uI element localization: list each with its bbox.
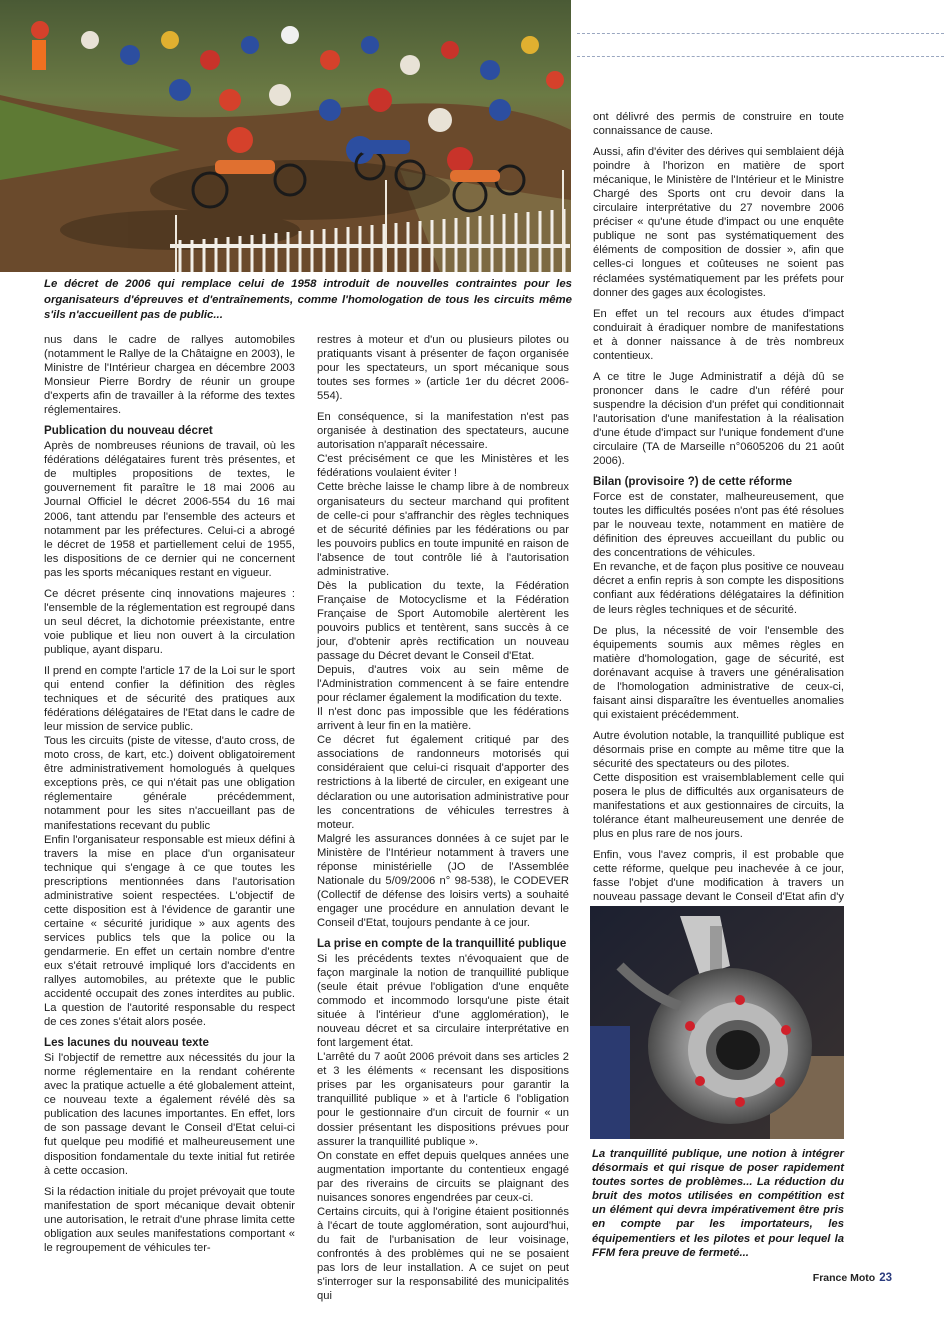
motocross-start-photo xyxy=(0,0,571,272)
magazine-name: France Moto xyxy=(812,1272,876,1284)
article-column-1 xyxy=(44,333,295,1262)
top-photo-caption: Le décret de 2006 qui remplace celui de 1958 introduit de nouvelles contraintes pour les organisateurs d'épreuves et d'entraînements, comme l'homologation de tous les circuits même s'ils n'accueillent pas de public... xyxy=(44,278,572,321)
paragraph: Il n'est donc pas impossible que les fédérations arrivent à leur fin en la matière. xyxy=(317,706,569,733)
paragraph: Enfin l'organisateur responsable est mieux défini à travers la mise en place d'un organisateur technique qui s'engage à ce que toutes les prescriptions mentionnées dans l'autorisation administrative soient respectées. L'objectif de cette disposition est à l'évidence de garantir une certaine « sécurité juridique » aux agents des services publics tels que la police ou la gendarmerie. En effet un certain nombre d'entre eux s'était retrouvé impliqué lors d'accidents en rallyes automobiles, au prétexte que le public accidenté occupait des zones interdites au public. La question de l'autorité responsable du respect de ces zones s'était alors posée. xyxy=(44,833,295,1029)
paragraph: C'est précisément ce que les Ministères et les fédérations voulaient éviter ! xyxy=(317,453,569,480)
paragraph: Depuis, d'autres voix au sein même de l'Administration commencent à se faire entendre pour réclamer également la modification du texte. xyxy=(317,664,569,705)
paragraph: Malgré les assurances données à ce sujet par le Ministère de l'Intérieur notamment à travers une réponse ministérielle (JO de l'Assemblée Nationale du 5/09/2006 n° 98-538), le CODEVER (Collectif de défense des loisirs verts) a souhaité engager une procédure en annulation devant le Conseil d'Etat, toujours pendante à ce jour. xyxy=(317,832,569,929)
paragraph: On constate en effet depuis quelques années une augmentation importante du contentieux engagé par des riverains de circuits se plaignant des nuisances sonores engendrées par ceux-ci. xyxy=(317,1149,569,1204)
paragraph: Tous les circuits (piste de vitesse, d'auto cross, de moto cross, de kart, etc.) doivent obligatoirement être administrativement homologués à quelques exceptions près, ce qui n'était pas une obligation réglementaire générale précédemment, notamment pour les sites n'accueillant pas de manifestations recevant du public xyxy=(44,735,295,832)
section-heading: Les lacunes du nouveau texte xyxy=(44,1036,209,1050)
paragraph: Enfin, vous l'avez compris, il est probable que cette réforme, quelque peu inachevée à ce jour, fasse l'objet d'une modification à travers un nouveau passage devant le Conseil d'Etat afin d'y xyxy=(593,849,844,904)
paragraph: restres à moteur et d'un ou plusieurs pilotes ou pratiquants visant à présenter de façon organisée pour les spectateurs, un sport mécanique sous toutes ses formes » (article 1er du décret 2006-554). xyxy=(317,334,569,403)
page-number: 23 xyxy=(879,1272,892,1284)
paragraph: De plus, la nécessité de voir l'ensemble des équipements soumis aux mêmes règles en matière d'homologation, gage de sécurité, est dorénavant acquise à travers une généralisation de l'homologation administrative de ceux-ci, faisant ainsi disparaître les éventuelles anomalies qui existaient précédemment. xyxy=(593,624,844,721)
paragraph: Ce décret présente cinq innovations majeures : l'ensemble de la réglementation est regroupé dans un seul décret, la dichotomie préexistante, entre voie publique et lieu non ouvert à la circulation publique, ayant disparu. xyxy=(44,587,295,656)
paragraph: Si l'objectif de remettre aux nécessités du jour la norme réglementaire en la rendant cohérente avec la pratique actuelle a été globalement atteint, ce nouveau texte a également révélé dès sa publication des lacunes importantes. En effet, lors de son passage devant le Conseil d'Etat celui-ci fut quelque peu modifié et malheureusement une disposition fondamentale du texte initial fut retirée à cette occasion. xyxy=(44,1052,295,1177)
paragraph: Si les précédents textes n'évoquaient que de façon marginale la notion de tranquillité publique (seule était prévue l'obligation d'une enquête commodo et incommodo lorsqu'une piste était située à l'intérieur d'une agglomération), le nouveau décret et sa circulaire interprétative en font largement état. xyxy=(317,952,569,1050)
paragraph: Certains circuits, qui à l'origine étaient positionnés à l'écart de toute agglomération, sont aujourd'hui, du fait de l'urbanisation de leur voisinage, confrontés à des problèmes qui ne se posaient pas lors de leur installation. A ce sujet on peut s'interroger sur la responsabilité des municipalités qui xyxy=(317,1205,569,1303)
article-column-2 xyxy=(317,333,569,1310)
paragraph: A ce titre le Juge Administratif a déjà dû se prononcer dans le cadre d'un référé pour suspendre la décision d'un préfet qui conditionnait l'autorisation d'une manifestation à la réalisation d'une étude d'impact sur l'unique fondement d'une circulaire (TA de Marseille n°0605206 du 21 août 2006). xyxy=(593,370,844,468)
exhaust-silencer-photo xyxy=(590,906,844,1139)
paragraph: ont délivré des permis de construire en toute connaissance de cause. xyxy=(593,111,844,138)
paragraph: Aussi, afin d'éviter des dérives qui semblaient déjà poindre à l'horizon en matière de sport mécanique, le Ministère de l'Intérieur et le Ministre Chargé des Sports ont cru devoir dans la circulaire interprétative du 27 novembre 2006 préciser « qu'une étude d'impact ou une enquête publique ne sont pas systématiquement des éléments de composition de dossier », afin que celles-ci longues et coûteuses ne soient pas réclamées systématiquement par les préfets pour donner des gages aux écologistes. xyxy=(593,146,844,299)
section-heading: La prise en compte de la tranquillité publique xyxy=(317,936,567,950)
exhaust-photo-caption: La tranquillité publique, une notion à intégrer désormais et qui risque de poser rapidement toutes sortes de problèmes... La réduction du bruit des motos utilisées en compétition est un élément qui devra impérativement être pris en compte par les importateurs, les équipementiers et les pilotes et pour lequel la FFM fera preuve de fermeté... xyxy=(592,1148,844,1259)
paragraph: Autre évolution notable, la tranquillité publique est désormais prise en compte au même titre que la sécurité des spectateurs ou des pilotes. xyxy=(593,729,844,770)
paragraph: nus dans le cadre de rallyes automobiles (notamment le Rallye de la Châtaigne en 2003), le Ministre de l'Intérieur chargea en décembre 2003 Monsieur Pierre Bordry de réunir un groupe d'experts afin de travailler à la réforme des textes réglementaires. xyxy=(44,334,295,417)
paragraph: Ce décret fut également critiqué par des associations de randonneurs motorisés qui considéraient que celui-ci risquait d'apporter des restrictions à la liberté de circuler, en exigeant une déclaration ou une autorisation administrative pour les concentrations de véhicules terrestres à moteur. xyxy=(317,734,569,831)
paragraph: L'arrêté du 7 août 2006 prévoit dans ses articles 2 et 3 les éléments « recensant les dispositions prises par les organisateurs pour garantir la tranquillité publique » et à l'article 6 l'obligation pour le gestionnaire d'un circuit de fournir « un dossier présentant les dispositions prévues pour assurer la tranquillité publique ». xyxy=(317,1051,569,1148)
article-column-3 xyxy=(593,110,844,954)
paragraph: Après de nombreuses réunions de travail, où les fédérations délégataires furent très présentes, et de multiples propositions de textes, le gouvernement fit paraître le 18 mai 2006 au Journal Officiel le décret 2006-554 du 16 mai 2006, tant attendu par l'ensemble des acteurs et notamment par les préfectures. Celui-ci a abrogé le décret de 1958 et partiellement celui de 1955, les dispositions de ce dernier qui ne concernent pas les sports mécaniques restant en vigueur. xyxy=(44,440,295,579)
paragraph: Si la rédaction initiale du projet prévoyait que toute manifestation de sport mécanique devait obtenir une autorisation, le retrait d'une phrase limita cette obligation aux seules manifestations comportant « le regroupement de véhicules ter- xyxy=(44,1185,295,1254)
paragraph: Force est de constater, malheureusement, que toutes les difficultés posées n'ont pas été résolues par le nouveau texte, notamment en matière de définition des épreuves accueillant du public ou des concentrations de véhicules. xyxy=(593,491,844,560)
top-right-dashed-rule xyxy=(577,0,944,34)
paragraph: Dès la publication du texte, la Fédération Française de Motocyclisme et la Fédération Française de Sport Automobile alertèrent les pouvoirs publics et tentèrent, sans succès à ce jour, d'obtenir après rectification un nouveau passage du Décret devant le Conseil d'Etat. xyxy=(317,579,569,663)
paragraph: En revanche, et de façon plus positive ce nouveau décret a enfin repris à son compte les dispositions confiant aux fédérations délégataires la définition de leurs règles techniques et de sécurité. xyxy=(593,561,844,616)
paragraph: En effet un tel recours aux études d'impact conduirait à éradiquer nombre de manifestations et à donner naissance à de très nombreux contentieux. xyxy=(593,307,844,362)
section-heading: Publication du nouveau décret xyxy=(44,424,213,438)
paragraph: Il prend en compte l'article 17 de la Loi sur le sport qui entend confier la définition des règles techniques et de sécurité des pratiques aux fédérations délégataires de l'Etat dans le cadre de leur mission de service public. xyxy=(44,664,295,734)
paragraph: Cette brèche laisse le champ libre à de nombreux organisateurs du secteur marchand qui profitent de celle-ci pour s'affranchir des règles techniques et de sécurité définies par les fédérations ou par les pouvoirs publics en toute impunité en raison de l'absence de tout contrôle lié à l'autorisation administrative. xyxy=(317,481,569,578)
paragraph: Cette disposition est vraisemblablement celle qui posera le plus de difficultés aux organisateurs de manifestations et aux gestionnaires de circuits, la tolérance étant malheureusement une denrée de plus en plus rare de nos jours. xyxy=(593,772,844,841)
section-heading: Bilan (provisoire ?) de cette réforme xyxy=(593,475,793,489)
paragraph: En conséquence, si la manifestation n'est pas organisée à destination des spectateurs, aucune autorisation n'apparaît nécessaire. xyxy=(317,411,569,452)
page-footer xyxy=(813,1272,892,1284)
